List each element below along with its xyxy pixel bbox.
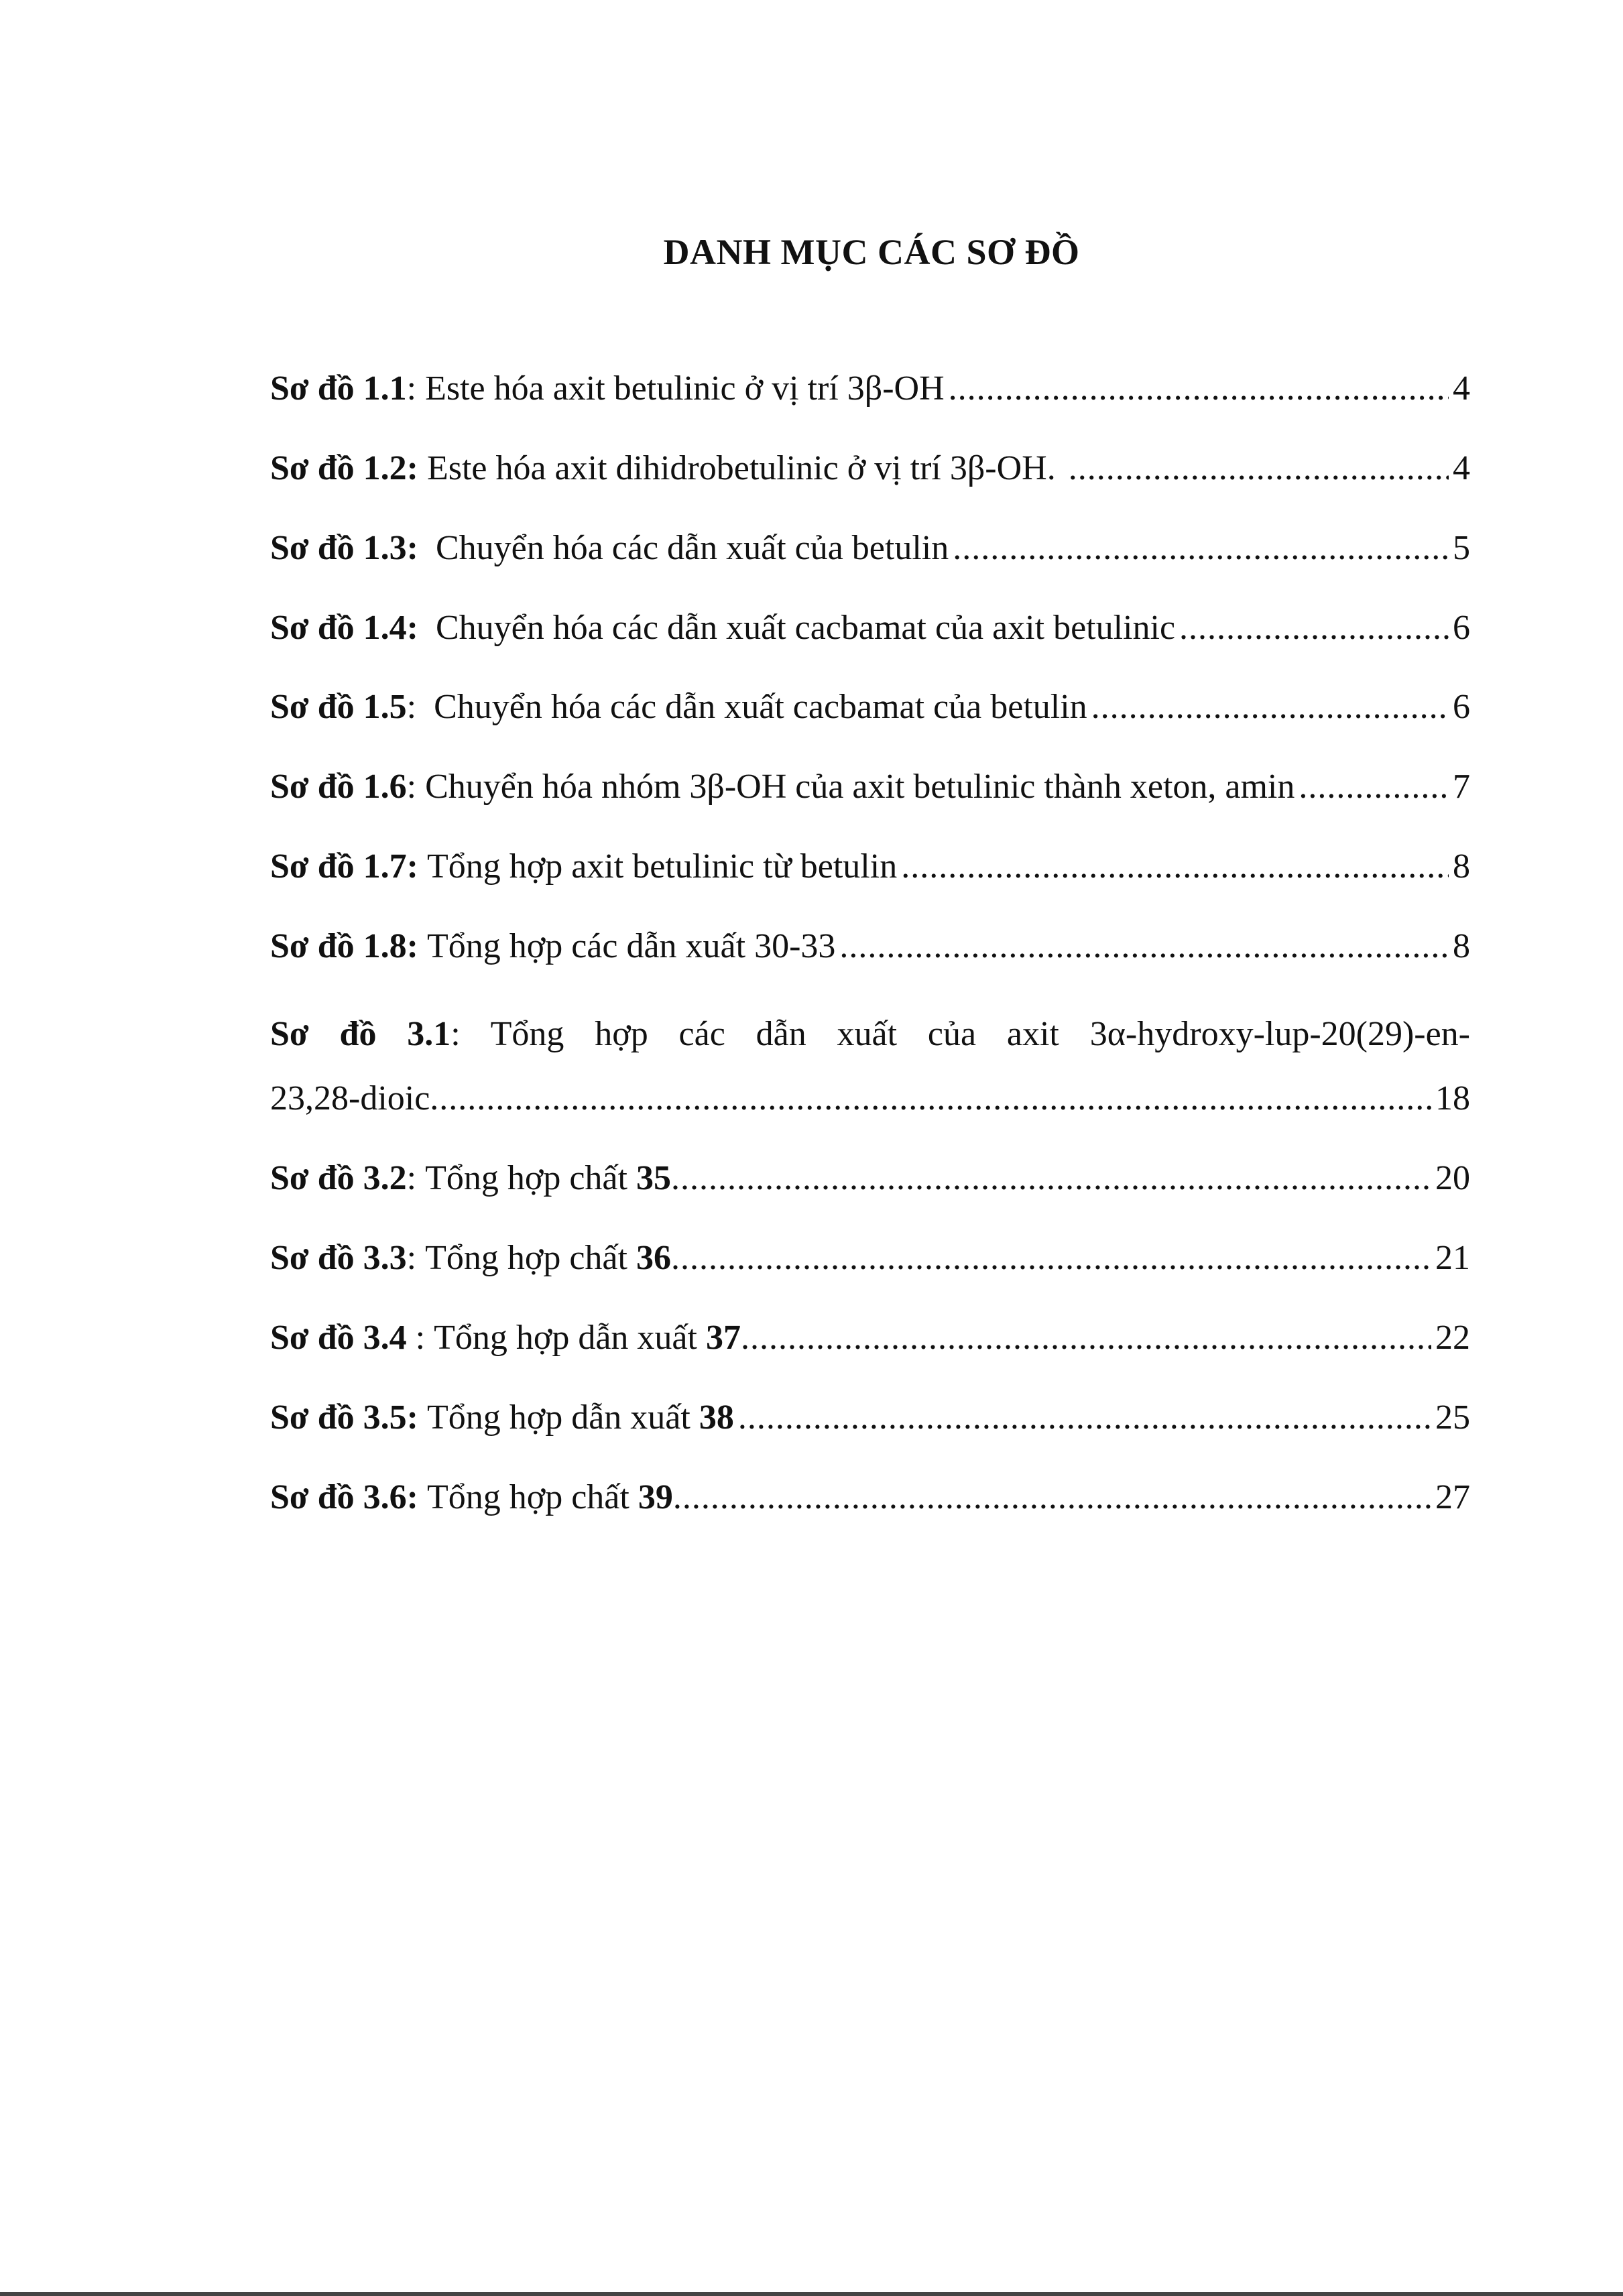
entry-page-number: 27 xyxy=(1435,1478,1470,1516)
entry-title: Tổng hợp axit betulinic từ betulin xyxy=(426,847,898,886)
entry-label: Sơ đồ 1.5 xyxy=(270,688,407,726)
entry-label: Sơ đồ 1.8: xyxy=(270,927,418,965)
entry-page-number: 25 xyxy=(1435,1398,1470,1437)
toc-entry-3-5[interactable] xyxy=(270,1396,1470,1440)
entry-separator: : xyxy=(406,688,434,726)
entry-separator xyxy=(418,606,436,650)
entry-separator: : xyxy=(406,768,426,806)
toc-entry-3-2[interactable] xyxy=(270,1156,1470,1201)
toc-entry-1-1[interactable] xyxy=(270,367,1470,411)
dot-leader xyxy=(1179,606,1449,650)
dot-leader xyxy=(1091,685,1449,729)
toc-entry-3-6[interactable] xyxy=(270,1475,1470,1520)
entry-separator xyxy=(418,526,436,570)
toc-entry-3-4[interactable] xyxy=(270,1316,1470,1360)
toc-entry-3-1[interactable] xyxy=(270,1012,1470,1121)
entry-title: Este hóa axit dihidrobetulinic ở vị trí 3β-OH. xyxy=(426,449,1065,487)
entry-page-number: 8 xyxy=(1453,847,1470,886)
entry-label: Sơ đồ 3.2 xyxy=(270,1159,407,1197)
toc-entry-1-3[interactable] xyxy=(270,526,1470,570)
dot-leader xyxy=(953,526,1449,570)
toc-entry-1-7[interactable] xyxy=(270,845,1470,889)
compound-number: 37 xyxy=(705,1319,741,1357)
entry-separator xyxy=(418,845,427,889)
entry-page-number: 7 xyxy=(1453,768,1470,806)
entry-title: Chuyển hóa các dẫn xuất cacbamat của betulin xyxy=(434,688,1087,726)
compound-number: 39 xyxy=(638,1478,673,1516)
compound-number: 35 xyxy=(636,1159,671,1197)
toc-entry-3-3[interactable] xyxy=(270,1236,1470,1280)
dot-leader xyxy=(901,845,1449,889)
entry-separator: : xyxy=(406,1239,426,1277)
entry-title: Tổng hợp dẫn xuất xyxy=(426,1398,699,1437)
entry-label: Sơ đồ 1.6 xyxy=(270,768,407,806)
entry-page-number: 6 xyxy=(1453,609,1470,647)
toc-entry-1-5[interactable] xyxy=(270,685,1470,729)
entry-label: Sơ đồ 3.4 xyxy=(270,1319,407,1357)
entry-page-number: 20 xyxy=(1435,1159,1470,1197)
entry-title: Tổng hợp dẫn xuất xyxy=(434,1319,706,1357)
entry-title: Tổng hợp chất xyxy=(426,1478,638,1516)
entry-title: Chuyển hóa các dẫn xuất cacbamat của axit betulinic xyxy=(435,609,1176,647)
dot-leader xyxy=(949,367,1449,411)
toc-entry-1-6[interactable] xyxy=(270,765,1470,809)
entry-separator xyxy=(418,1475,427,1520)
entry-label: Sơ đồ 1.4: xyxy=(270,609,418,647)
entry-separator: : xyxy=(406,1159,426,1197)
compound-number: 38 xyxy=(699,1398,734,1437)
entry-title: Tổng hợp các dẫn xuất 30-33 xyxy=(426,927,836,965)
entry-page-number: 18 xyxy=(1435,1079,1470,1117)
dot-leader xyxy=(671,1236,1431,1280)
entry-separator xyxy=(418,1396,427,1440)
toc-entry-1-8[interactable] xyxy=(270,924,1470,969)
toc-entry-1-4[interactable] xyxy=(270,606,1470,650)
entry-title: Tổng hợp chất xyxy=(425,1159,636,1197)
dot-leader xyxy=(738,1396,1431,1440)
entry-title-line1: Tổng hợp các dẫn xuất của axit 3α-hydroxy-lup-20(29)-en- xyxy=(490,1015,1470,1053)
entry-page-number: 22 xyxy=(1435,1319,1470,1357)
entry-separator: : xyxy=(406,369,426,408)
entry-first-line xyxy=(270,1012,1470,1056)
entry-label: Sơ đồ 3.1 xyxy=(270,1015,451,1053)
entry-separator xyxy=(418,924,427,969)
dot-leader xyxy=(1069,446,1449,491)
dot-leader xyxy=(741,1316,1431,1360)
entry-label: Sơ đồ 3.5: xyxy=(270,1398,418,1437)
dot-leader xyxy=(839,924,1449,969)
entry-separator: : xyxy=(450,1015,491,1053)
entry-title: Este hóa axit betulinic ở vị trí 3β-OH xyxy=(425,369,945,408)
dot-leader xyxy=(430,1077,1431,1121)
entry-label: Sơ đồ 3.6: xyxy=(270,1478,418,1516)
entry-page-number: 5 xyxy=(1453,529,1470,567)
page-title: DANH MỤC CÁC SƠ ĐỒ xyxy=(663,232,1080,272)
compound-number: 36 xyxy=(636,1239,671,1277)
entry-label: Sơ đồ 1.1 xyxy=(270,369,407,408)
entry-label: Sơ đồ 3.3 xyxy=(270,1239,407,1277)
entry-page-number: 21 xyxy=(1435,1239,1470,1277)
entry-page-number: 4 xyxy=(1453,449,1470,487)
entry-page-number: 6 xyxy=(1453,688,1470,726)
toc-entry-1-2[interactable] xyxy=(270,446,1470,491)
entry-page-number: 8 xyxy=(1453,927,1470,965)
entry-label: Sơ đồ 1.3: xyxy=(270,529,418,567)
entry-title: Tổng hợp chất xyxy=(425,1239,636,1277)
entry-page-number: 4 xyxy=(1453,369,1470,408)
dot-leader xyxy=(671,1156,1431,1201)
entry-title: Chuyển hóa nhóm 3β-OH của axit betulinic thành xeton, amin xyxy=(425,768,1295,806)
entry-title: Chuyển hóa các dẫn xuất của betulin xyxy=(435,529,949,567)
page-bottom-border xyxy=(0,2292,1623,2296)
entry-separator xyxy=(418,446,427,491)
entry-title-line2: 23,28-dioic xyxy=(270,1079,430,1117)
entry-label: Sơ đồ 1.7: xyxy=(270,847,418,886)
dot-leader xyxy=(673,1475,1431,1520)
entry-label: Sơ đồ 1.2: xyxy=(270,449,418,487)
dot-leader xyxy=(1299,765,1449,809)
entry-separator: : xyxy=(406,1319,434,1357)
